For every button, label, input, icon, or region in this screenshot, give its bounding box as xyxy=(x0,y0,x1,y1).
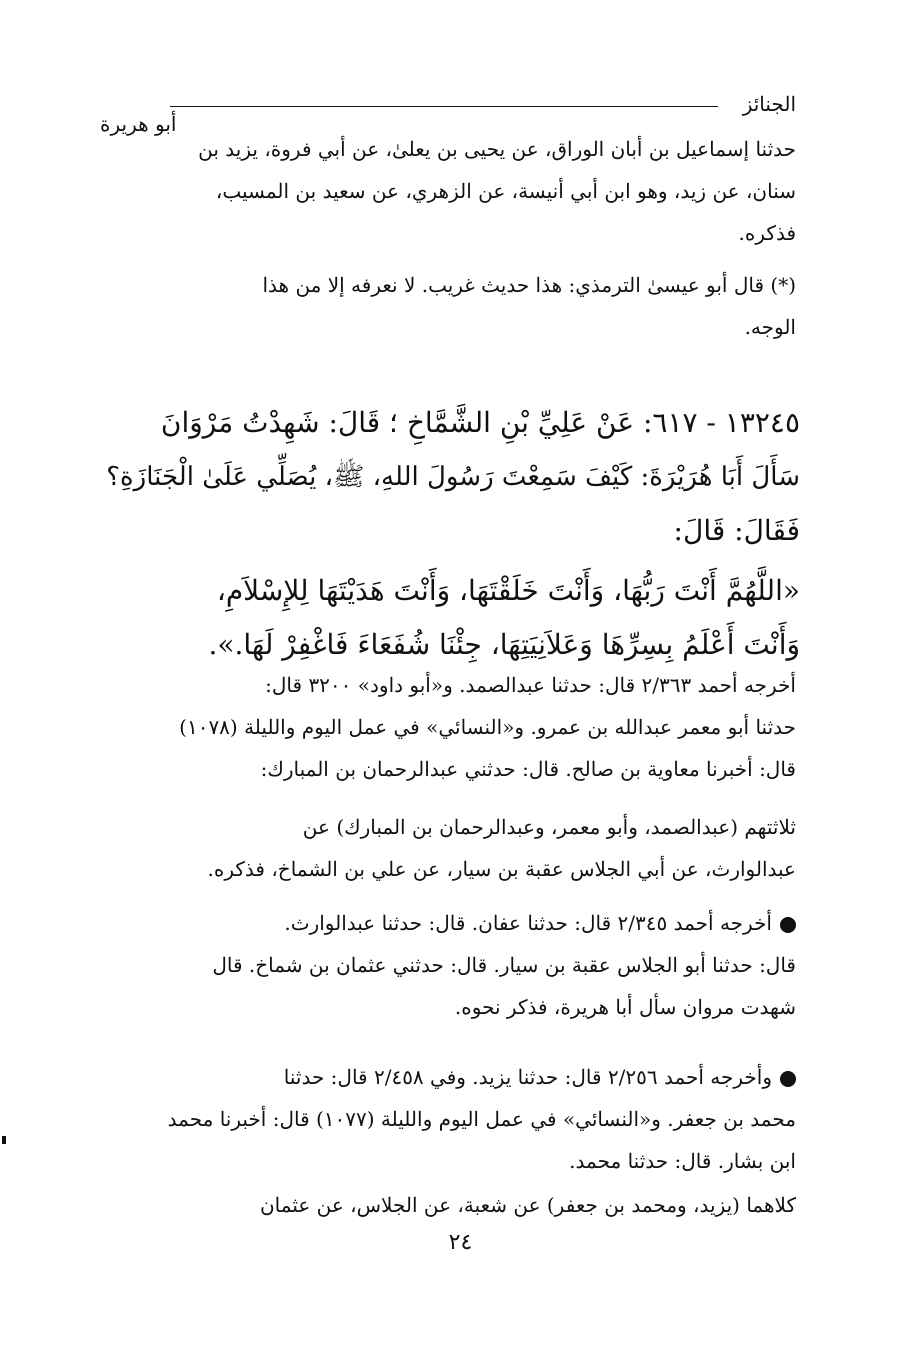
text-span: أخرجه أحمد ٢/٣٤٥ قال: حدثنا عفان. قال: حدثنا عبدالوارث. xyxy=(284,911,772,935)
text-line: (*) قال أبو عيسىٰ الترمذي: هذا حديث غريب. لا نعرفه إلا من هذا xyxy=(262,273,796,297)
text-line xyxy=(100,902,796,944)
text-line: حدثنا إسماعيل بن أبان الوراق، عن يحيى بن يعلىٰ، عن أبي فروة، يزيد بن xyxy=(198,137,796,161)
bullet-icon xyxy=(780,1071,796,1087)
text-line: محمد بن جعفر. و«النسائي» في عمل اليوم والليلة (١٠٧٧) قال: أخبرنا محمد xyxy=(167,1107,796,1131)
text-line: قال: أخبرنا معاوية بن صالح. قال: حدثني عبدالرحمان بن المبارك: xyxy=(260,757,796,781)
text-line: ابن بشار. قال: حدثنا محمد. xyxy=(569,1149,796,1173)
text-line: سنان، عن زيد، وهو ابن أبي أنيسة، عن الزهري، عن سعيد بن المسيب، xyxy=(215,179,796,203)
tirmidhi-note xyxy=(100,264,796,348)
chapter-title: الجنائز xyxy=(742,92,796,116)
hadith-line: فَقَالَ: قَالَ: xyxy=(673,514,800,547)
text-line: كلاهما (يزيد، ومحمد بن جعفر) عن شعبة، عن الجلاس، عن عثمان xyxy=(259,1193,796,1217)
hadith-text xyxy=(100,396,800,672)
hadith-line: سَأَلَ أَبَا هُرَيْرَةَ: كَيْفَ سَمِعْتَ رَسُولَ اللهِ، ﷺ، يُصَلِّي عَلَىٰ الْجَنَازَةِ؟ xyxy=(106,462,800,492)
takhrij-paragraph-4 xyxy=(100,1056,796,1182)
text-line: فذكره. xyxy=(738,221,796,245)
hadith-line: ١٣٢٤٥ - ٦١٧: عَنْ عَلِيِّ بْنِ الشَّمَّاخِ ؛ قَالَ: شَهِدْتُ مَرْوَانَ xyxy=(160,406,800,439)
bullet-icon xyxy=(780,917,796,933)
text-span: وأخرجه أحمد ٢/٢٥٦ قال: حدثنا يزيد. وفي ٢/٤٥٨ قال: حدثنا xyxy=(283,1065,772,1089)
text-line xyxy=(100,1056,796,1098)
text-line: حدثنا أبو معمر عبدالله بن عمرو. و«النسائي» في عمل اليوم والليلة (١٠٧٨) xyxy=(179,715,796,739)
text-line: قال: حدثنا أبو الجلاس عقبة بن سيار. قال: حدثني عثمان بن شماخ. قال xyxy=(212,953,796,977)
isnad-paragraph xyxy=(100,128,796,254)
text-line: ثلاثتهم (عبدالصمد، وأبو معمر، وعبدالرحمان بن المبارك) عن xyxy=(302,815,796,839)
text-line: شهدت مروان سأل أبا هريرة، فذكر نحوه. xyxy=(454,995,796,1019)
takhrij-paragraph-5 xyxy=(100,1184,796,1226)
takhrij-paragraph-2 xyxy=(100,806,796,890)
text-line: أخرجه أحمد ٢/٣٦٣ قال: حدثنا عبدالصمد. و«أبو داود» ٣٢٠٠ قال: xyxy=(265,673,796,697)
dua-line: وَأَنْتَ أَعْلَمُ بِسِرِّهَا وَعَلاَنِيَتِهَا، جِئْنَا شُفَعَاءَ فَاغْفِرْ لَهَا.». xyxy=(208,628,800,661)
narrator-title: أبو هريرة xyxy=(100,112,177,136)
takhrij-paragraph-3 xyxy=(100,902,796,1028)
header-rule xyxy=(170,106,718,107)
takhrij-paragraph-1 xyxy=(100,664,796,790)
text-line: الوجه. xyxy=(744,315,796,339)
scan-mark xyxy=(2,1136,6,1144)
dua-line: «اللَّهُمَّ أَنْتَ رَبُّهَا، وَأَنْتَ خَلَقْتَهَا، وَأَنْتَ هَدَيْتَهَا لِلإِسْلاَمِ، xyxy=(216,574,800,607)
text-line: عبدالوارث، عن أبي الجلاس عقبة بن سيار، عن علي بن الشماخ، فذكره. xyxy=(207,857,796,881)
page-number: ٢٤ xyxy=(448,1230,473,1255)
